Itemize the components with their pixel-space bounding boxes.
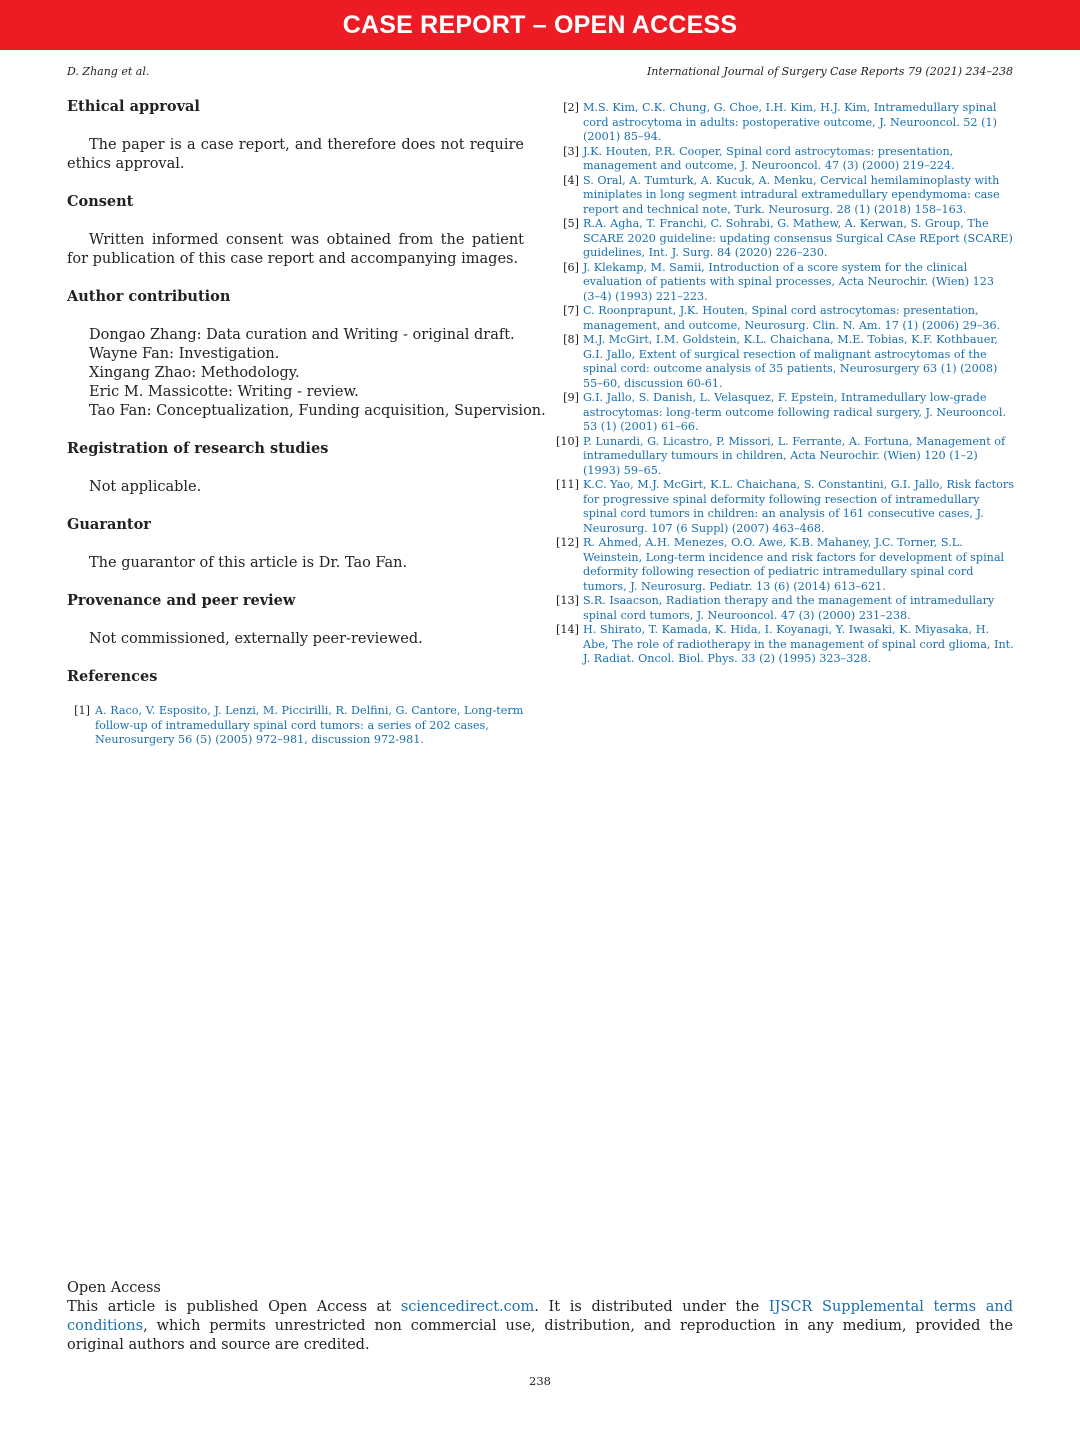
reference-link[interactable]: S.R. Isaacson, Radiation therapy and the management of intramedullary spinal cord tumors, J. Neurooncol. 47 (3) (2000) 231–238. xyxy=(583,594,995,622)
reference-number: [5] xyxy=(563,217,579,230)
left-column xyxy=(67,98,546,748)
provenance-text: Not commissioned, externally peer-reviewed. xyxy=(89,631,423,647)
running-head-journal: International Journal of Surgery Case Reports 79 (2021) 234–238 xyxy=(646,65,1013,78)
terms-link[interactable]: IJSCR Supplemental terms and conditions xyxy=(67,1299,1013,1334)
right-column xyxy=(553,101,1014,667)
reference-link[interactable]: S. Oral, A. Tumturk, A. Kucuk, A. Menku, Cervical hemilaminoplasty with miniplates in long segment intradural extramedullary ependymoma: case report and technical note, Turk. Neurosurg. 28 (1) (2018) 158–163. xyxy=(583,173,1000,216)
footer-text: . It is distributed under the xyxy=(534,1299,769,1315)
reference-item xyxy=(67,704,524,748)
reference-item xyxy=(553,101,1014,145)
references-heading: References xyxy=(67,668,158,685)
reference-number: [7] xyxy=(563,304,579,317)
reference-number: [3] xyxy=(563,144,579,158)
open-access-statement xyxy=(67,1298,1013,1355)
ethical-approval-text: The paper is a case report, and therefore does not require ethics approval. xyxy=(67,137,524,172)
reference-item xyxy=(553,174,1014,218)
reference-number: [4] xyxy=(563,173,579,187)
reference-item xyxy=(553,391,1014,435)
reference-number: [9] xyxy=(563,391,579,404)
author-contribution-line: Dongao Zhang: Data curation and Writing - original draft. xyxy=(89,327,515,343)
author-contribution-heading: Author contribution xyxy=(67,288,231,305)
reference-item xyxy=(553,623,1014,667)
reference-item xyxy=(553,594,1014,623)
reference-item xyxy=(553,536,1014,594)
reference-item xyxy=(553,217,1014,261)
reference-item xyxy=(553,333,1014,391)
reference-number: [12] xyxy=(556,536,579,549)
reference-item xyxy=(553,478,1014,536)
open-access-label: Open Access xyxy=(67,1280,161,1296)
reference-item xyxy=(553,304,1014,333)
running-head-authors: D. Zhang et al. xyxy=(67,65,150,78)
reference-link[interactable]: J. Klekamp, M. Samii, Introduction of a score system for the clinical evaluation of patients with spinal processes, Acta Neurochir. (Wien) 123 (3–4) (1993) 221–223. xyxy=(583,260,994,303)
open-access-footer xyxy=(67,1279,1013,1355)
reference-number: [2] xyxy=(563,101,579,114)
reference-number: [10] xyxy=(556,434,579,448)
sciencedirect-link[interactable]: sciencedirect.com xyxy=(400,1299,535,1315)
registration-text: Not applicable. xyxy=(89,479,202,495)
footer-text: , which permits unrestricted non commercial use, distribution, and reproduction in any medium, provided the original authors and source are credited. xyxy=(67,1318,1013,1353)
ethical-approval-heading: Ethical approval xyxy=(67,98,200,115)
reference-item xyxy=(553,145,1014,174)
page-number: 238 xyxy=(529,1374,551,1388)
reference-number: [1] xyxy=(74,704,90,717)
reference-link[interactable]: M.J. McGirt, I.M. Goldstein, K.L. Chaichana, M.E. Tobias, K.F. Kothbauer, G.I. Jallo, Extent of surgical resection of malignant astrocytomas of the spinal cord: outcome analysis of 35 patients, Neurosurgery 63 (1) (2008) 55–60, discussion 60-61. xyxy=(583,333,998,390)
reference-link[interactable]: K.C. Yao, M.J. McGirt, K.L. Chaichana, S. Constantini, G.I. Jallo, Risk factors for progressive spinal deformity following resection of intramedullary spinal cord tumors in children: an analysis of 161 consecutive cases, J. Neurosurg. 107 (6 Suppl) (2007) 463–468. xyxy=(583,478,1014,535)
reference-link[interactable]: J.K. Houten, P.R. Cooper, Spinal cord astrocytomas: presentation, management and outcome, J. Neurooncol. 47 (3) (2000) 219–224. xyxy=(583,144,955,172)
author-contribution-line: Wayne Fan: Investigation. xyxy=(89,346,280,362)
reference-number: [13] xyxy=(556,594,579,607)
consent-text: Written informed consent was obtained from the patient for publication of this case report and accompanying images. xyxy=(67,232,524,267)
author-contribution-line: Eric M. Massicotte: Writing - review. xyxy=(89,384,359,400)
reference-link[interactable]: R.A. Agha, T. Franchi, C. Sohrabi, G. Mathew, A. Kerwan, S. Group, The SCARE 2020 guideline: updating consensus Surgical CAse REport (SCARE) guidelines, Int. J. Surg. 84 (2020) 226–230. xyxy=(583,217,1013,259)
reference-link[interactable]: R. Ahmed, A.H. Menezes, O.O. Awe, K.B. Mahaney, J.C. Torner, S.L. Weinstein, Long-term incidence and risk factors for development of spinal deformity following resection of pediatric intramedullary spinal cord tumors, J. Neurosurg. Pediatr. 13 (6) (2014) 613–621. xyxy=(583,536,1005,593)
author-contribution-line: Xingang Zhao: Methodology. xyxy=(89,365,300,381)
guarantor-heading: Guarantor xyxy=(67,516,151,533)
consent-heading: Consent xyxy=(67,193,134,210)
reference-number: [11] xyxy=(556,478,579,491)
reference-number: [8] xyxy=(563,333,579,346)
reference-number: [14] xyxy=(556,623,579,636)
author-contribution-line: Tao Fan: Conceptualization, Funding acquisition, Supervision. xyxy=(89,403,546,419)
reference-link[interactable]: P. Lunardi, G. Licastro, P. Missori, L. Ferrante, A. Fortuna, Management of intramedullary tumours in children, Acta Neurochir. (Wien) 120 (1–2) (1993) 59–65. xyxy=(583,434,1006,477)
author-contribution-list xyxy=(89,326,546,421)
reference-link[interactable]: G.I. Jallo, S. Danish, L. Velasquez, F. Epstein, Intramedullary low-grade astrocytomas: long-term outcome following radical surgery, J. Neurooncol. 53 (1) (2001) 61–66. xyxy=(583,391,1007,433)
reference-link[interactable]: M.S. Kim, C.K. Chung, G. Choe, I.H. Kim, H.J. Kim, Intramedullary spinal cord astrocytoma in adults: postoperative outcome, J. Neurooncol. 52 (1) (2001) 85–94. xyxy=(583,101,997,143)
case-report-banner: CASE REPORT – OPEN ACCESS xyxy=(0,0,1080,50)
reference-link[interactable]: H. Shirato, T. Kamada, K. Hida, I. Koyanagi, Y. Iwasaki, K. Miyasaka, H. Abe, The role of radiotherapy in the management of spinal cord glioma, Int. J. Radiat. Oncol. Biol. Phys. 33 (2) (1995) 323–328. xyxy=(583,623,1014,665)
reference-link[interactable]: C. Roonprapunt, J.K. Houten, Spinal cord astrocytomas: presentation, management, and outcome, Neurosurg. Clin. N. Am. 17 (1) (2006) 29–36. xyxy=(583,304,1001,332)
guarantor-text: The guarantor of this article is Dr. Tao Fan. xyxy=(89,555,408,571)
reference-number: [6] xyxy=(563,260,579,274)
reference-item xyxy=(553,261,1014,305)
registration-heading: Registration of research studies xyxy=(67,440,329,457)
footer-text: This article is published Open Access at xyxy=(67,1299,401,1315)
provenance-heading: Provenance and peer review xyxy=(67,592,296,609)
reference-link[interactable]: A. Raco, V. Esposito, J. Lenzi, M. Piccirilli, R. Delfini, G. Cantore, Long-term follow-up of intramedullary spinal cord tumors: a series of 202 cases, Neurosurgery 56 (5) (2005) 972–981, discussion 972-981. xyxy=(95,704,524,746)
reference-item xyxy=(553,435,1014,479)
